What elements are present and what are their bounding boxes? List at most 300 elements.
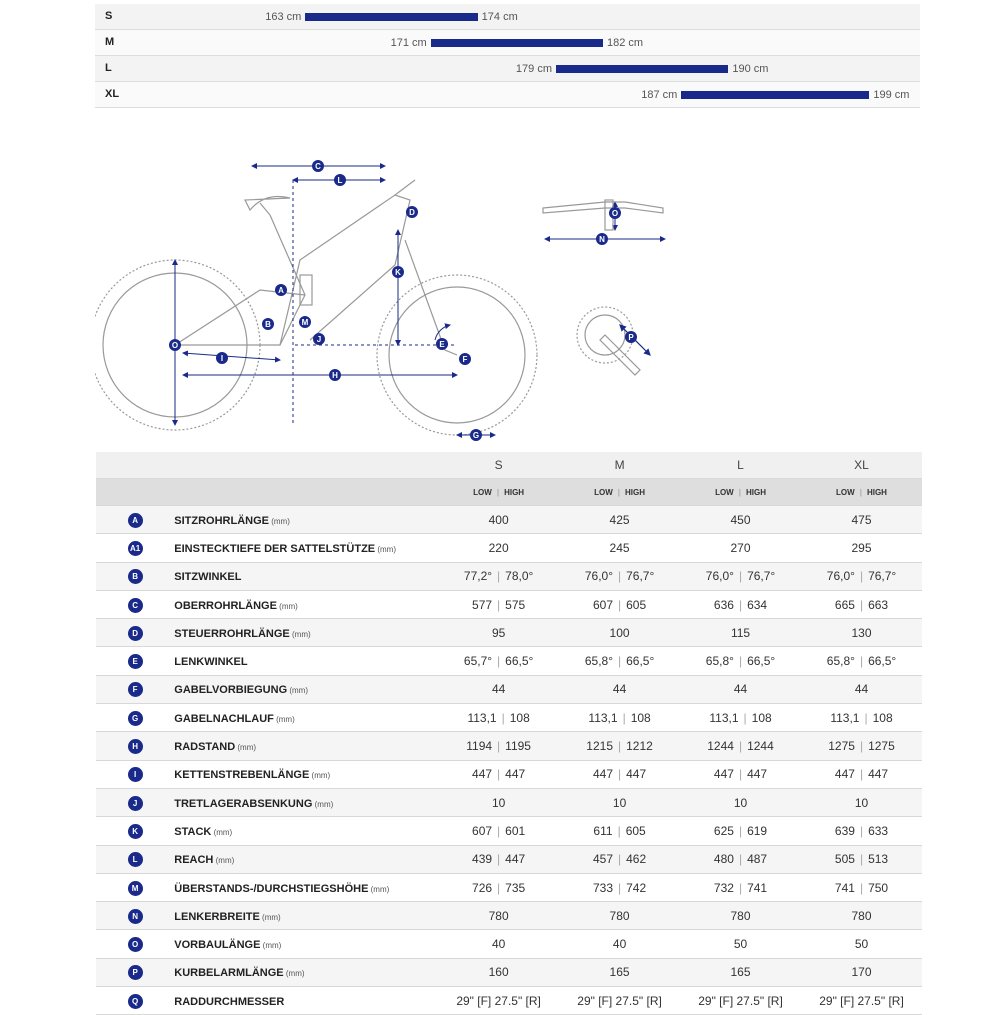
measurement-name: GABELVORBIEGUNG xyxy=(174,684,288,697)
low-value: 726 xyxy=(472,880,493,895)
size-header-m: M xyxy=(559,452,680,479)
high-value: 601 xyxy=(505,823,526,838)
separator: | xyxy=(618,767,622,782)
measurement-value: 100 xyxy=(559,619,680,647)
high-value: 633 xyxy=(868,823,889,838)
table-row xyxy=(96,788,922,816)
low-value: 665 xyxy=(834,597,855,612)
diagram-label-p: P xyxy=(628,333,634,342)
measurement-badge: E xyxy=(128,654,143,669)
measurement-unit: (mm) xyxy=(375,544,397,554)
separator: | xyxy=(618,880,622,895)
separator: | xyxy=(738,487,741,497)
separator: | xyxy=(497,569,501,584)
high-value: 66,5° xyxy=(505,654,534,669)
separator: | xyxy=(497,654,501,669)
measurement-value: 40 xyxy=(559,930,680,958)
measurement-value: 10 xyxy=(801,788,922,816)
separator: | xyxy=(859,654,864,669)
low-value: 639 xyxy=(834,823,855,838)
diagram-label-e: E xyxy=(439,340,445,349)
measurement-value xyxy=(680,817,801,845)
measurement-unit: (mm) xyxy=(259,912,281,922)
measurement-unit: (mm) xyxy=(260,941,282,951)
height-range-bar xyxy=(305,13,477,21)
measurement-value xyxy=(559,873,680,901)
low-value: 447 xyxy=(834,767,855,782)
measurement-value xyxy=(438,760,559,788)
measurement-name: STEUERROHRLÄNGE xyxy=(174,627,290,640)
low-label: LOW xyxy=(715,487,734,497)
measurement-value: 220 xyxy=(438,534,559,562)
separator: | xyxy=(618,739,622,754)
low-value: 577 xyxy=(472,597,493,612)
diagram-label-i: I xyxy=(220,354,224,363)
measurement-name: ÜBERSTANDS-/DURCHSTIEGSHÖHE xyxy=(174,882,369,895)
measurement-value: 245 xyxy=(559,534,680,562)
table-row xyxy=(96,647,922,675)
low-value: 1244 xyxy=(707,739,734,754)
measurement-value xyxy=(438,647,559,675)
measurement-value xyxy=(680,732,801,760)
low-label: LOW xyxy=(836,487,855,497)
diagram-label-h: H xyxy=(332,371,338,380)
low-high-label xyxy=(801,479,922,506)
measurement-value xyxy=(801,732,922,760)
measurement-name: KURBELARMLÄNGE xyxy=(174,967,284,980)
separator: | xyxy=(859,852,864,867)
measurement-value: 295 xyxy=(801,534,922,562)
measurement-value: 44 xyxy=(438,675,559,703)
measurement-value xyxy=(801,817,922,845)
measurement-value: 95 xyxy=(438,619,559,647)
measurement-value xyxy=(680,704,801,732)
min-height-label: 171 cm xyxy=(390,37,427,49)
measurement-badge: O xyxy=(128,937,143,952)
measurement-badge: P xyxy=(128,965,143,980)
high-value: 487 xyxy=(747,852,768,867)
diagram-label-o2: O xyxy=(611,209,619,218)
measurement-value xyxy=(680,562,801,590)
separator: | xyxy=(618,597,622,612)
separator: | xyxy=(859,569,864,584)
measurement-value: 425 xyxy=(559,506,680,534)
table-row xyxy=(96,873,922,901)
measurement-name: LENKERBREITE xyxy=(174,910,260,923)
separator: | xyxy=(859,487,862,497)
high-label: HIGH xyxy=(745,487,766,497)
measurement-unit: (mm) xyxy=(235,743,257,753)
size-header-row xyxy=(96,452,922,479)
low-value: 439 xyxy=(472,852,493,867)
diagram-label-j: J xyxy=(316,335,322,344)
measurement-name: SITZROHRLÄNGE xyxy=(174,514,269,527)
separator: | xyxy=(738,569,743,584)
low-high-header-row xyxy=(96,479,922,506)
diagram-label-l: L xyxy=(337,176,343,185)
measurement-value xyxy=(801,704,922,732)
measurement-value: 29" [F] 27.5" [R] xyxy=(559,987,680,1015)
high-label: HIGH xyxy=(866,487,887,497)
low-value: 113,1 xyxy=(709,710,739,725)
measurement-unit: (mm) xyxy=(289,629,311,639)
low-value: 607 xyxy=(592,597,613,612)
measurement-badge: D xyxy=(128,626,143,641)
measurement-name: VORBAULÄNGE xyxy=(174,939,261,952)
measurement-value xyxy=(559,732,680,760)
measurement-unit: (mm) xyxy=(213,856,235,866)
measurement-unit: (mm) xyxy=(283,969,305,979)
measurement-value xyxy=(559,590,680,618)
measurement-unit: (mm) xyxy=(273,714,295,724)
measurement-badge: J xyxy=(128,796,143,811)
low-value: 76,0° xyxy=(584,569,613,584)
measurement-name: RADDURCHMESSER xyxy=(174,995,285,1008)
measurement-value: 10 xyxy=(680,788,801,816)
separator: | xyxy=(617,487,621,497)
separator: | xyxy=(738,852,743,867)
low-value: 1194 xyxy=(466,739,493,754)
low-high-label xyxy=(438,479,559,506)
measurement-value: 780 xyxy=(680,902,801,930)
size-chart-row xyxy=(95,30,920,56)
measurement-value: 780 xyxy=(559,902,680,930)
diagram-label-m: M xyxy=(301,318,309,327)
low-value: 457 xyxy=(592,852,613,867)
measurement-unit: (mm) xyxy=(276,601,298,611)
low-high-label xyxy=(559,479,680,506)
measurement-name: OBERROHRLÄNGE xyxy=(174,599,277,612)
low-value: 65,7° xyxy=(463,654,493,669)
diagram-label-o: O xyxy=(171,341,179,350)
measurement-value xyxy=(801,590,922,618)
measurement-value xyxy=(438,845,559,873)
measurement-value xyxy=(680,760,801,788)
high-value: 447 xyxy=(626,767,647,782)
low-value: 76,0° xyxy=(826,569,855,584)
separator: | xyxy=(859,767,864,782)
bike-geometry-diagram xyxy=(95,150,685,450)
size-header-l: L xyxy=(680,452,801,479)
separator: | xyxy=(497,880,501,895)
separator: | xyxy=(738,597,743,612)
high-value: 742 xyxy=(626,880,647,895)
diagram-label-k: K xyxy=(395,268,401,277)
measurement-badge: M xyxy=(128,881,143,896)
low-value: 65,8° xyxy=(584,654,613,669)
table-row xyxy=(96,534,922,562)
measurement-value: 115 xyxy=(680,619,801,647)
measurement-value: 400 xyxy=(438,506,559,534)
measurement-name: KETTENSTREBENLÄNGE xyxy=(174,769,310,782)
high-value: 1244 xyxy=(747,739,774,754)
separator: | xyxy=(618,852,622,867)
low-high-label xyxy=(680,479,801,506)
bike-drawing xyxy=(95,180,537,435)
measurement-value xyxy=(559,562,680,590)
high-value: 447 xyxy=(747,767,768,782)
height-range-bar xyxy=(681,91,869,99)
measurement-badge: A xyxy=(128,513,143,528)
high-value: 735 xyxy=(505,880,526,895)
table-row xyxy=(96,590,922,618)
separator: | xyxy=(743,710,747,725)
high-value: 575 xyxy=(505,597,526,612)
low-value: 480 xyxy=(713,852,734,867)
low-value: 636 xyxy=(713,597,734,612)
diagram-label-a: A xyxy=(278,286,284,295)
rider-size-chart xyxy=(95,4,920,108)
measurement-value: 50 xyxy=(801,930,922,958)
measurement-badge: Q xyxy=(128,994,143,1009)
separator: | xyxy=(496,487,500,497)
handlebar-drawing xyxy=(543,200,663,230)
table-row xyxy=(96,732,922,760)
measurement-name: SITZWINKEL xyxy=(174,571,242,584)
high-value: 108 xyxy=(751,710,772,725)
low-value: 607 xyxy=(472,823,493,838)
crankset-drawing xyxy=(577,307,650,375)
low-value: 76,0° xyxy=(705,569,734,584)
measurement-value: 10 xyxy=(438,788,559,816)
measurement-value: 40 xyxy=(438,930,559,958)
measurement-badge: L xyxy=(128,852,143,867)
size-chart-row xyxy=(95,4,920,30)
table-row xyxy=(96,958,922,986)
high-value: 619 xyxy=(747,823,768,838)
table-row xyxy=(96,845,922,873)
high-value: 447 xyxy=(505,852,526,867)
separator: | xyxy=(497,823,501,838)
high-value: 108 xyxy=(630,710,651,725)
measurement-value xyxy=(438,732,559,760)
low-value: 505 xyxy=(834,852,855,867)
measurement-unit: (mm) xyxy=(211,827,233,837)
high-value: 447 xyxy=(868,767,889,782)
max-height-label: 199 cm xyxy=(873,89,910,101)
low-value: 65,8° xyxy=(826,654,855,669)
min-height-label: 163 cm xyxy=(265,11,302,23)
separator: | xyxy=(622,710,626,725)
measurement-name: GABELNACHLAUF xyxy=(174,712,274,725)
separator: | xyxy=(497,767,501,782)
measurement-badge: K xyxy=(128,824,143,839)
table-row xyxy=(96,704,922,732)
measurement-value xyxy=(801,760,922,788)
table-row xyxy=(96,760,922,788)
measurement-badge: C xyxy=(128,598,143,613)
low-value: 447 xyxy=(472,767,493,782)
max-height-label: 182 cm xyxy=(607,37,644,49)
low-value: 113,1 xyxy=(467,710,497,725)
table-row xyxy=(96,506,922,534)
high-label: HIGH xyxy=(625,487,646,497)
low-value: 611 xyxy=(593,823,613,838)
measurement-value: 270 xyxy=(680,534,801,562)
measurement-name: TRETLAGERABSENKUNG xyxy=(174,797,313,810)
measurement-value: 160 xyxy=(438,958,559,986)
measurement-value: 44 xyxy=(680,675,801,703)
min-height-label: 187 cm xyxy=(641,89,678,101)
separator: | xyxy=(618,569,622,584)
low-value: 77,2° xyxy=(463,569,493,584)
high-value: 462 xyxy=(626,852,647,867)
diagram-badges xyxy=(169,160,637,441)
measurement-value: 29" [F] 27.5" [R] xyxy=(438,987,559,1015)
table-row xyxy=(96,817,922,845)
high-value: 66,5° xyxy=(868,654,897,669)
high-value: 634 xyxy=(747,597,768,612)
measurement-name: STACK xyxy=(174,825,212,838)
measurement-unit: (mm) xyxy=(269,516,290,526)
measurement-value: 44 xyxy=(801,675,922,703)
max-height-label: 190 cm xyxy=(732,63,769,75)
separator: | xyxy=(859,739,864,754)
measurement-value: 780 xyxy=(438,902,559,930)
high-value: 66,5° xyxy=(747,654,776,669)
measurement-value: 130 xyxy=(801,619,922,647)
measurement-value: 29" [F] 27.5" [R] xyxy=(801,987,922,1015)
measurement-value xyxy=(801,845,922,873)
measurement-badge: A1 xyxy=(128,541,143,556)
measurement-value: 780 xyxy=(801,902,922,930)
high-value: 108 xyxy=(509,710,530,725)
measurement-value: 165 xyxy=(559,958,680,986)
measurement-value xyxy=(801,562,922,590)
low-label: LOW xyxy=(594,487,613,497)
measurement-value xyxy=(680,873,801,901)
measurement-value: 475 xyxy=(801,506,922,534)
geometry-table-body xyxy=(96,506,922,1015)
measurement-value: 10 xyxy=(559,788,680,816)
height-range-bar xyxy=(556,65,728,73)
measurement-value xyxy=(801,873,922,901)
high-value: 605 xyxy=(626,597,647,612)
separator: | xyxy=(497,597,501,612)
max-height-label: 174 cm xyxy=(481,11,518,23)
diagram-label-b: B xyxy=(265,320,271,329)
separator: | xyxy=(738,880,743,895)
measurement-value: 165 xyxy=(680,958,801,986)
low-value: 1215 xyxy=(586,739,613,754)
size-header-xl: XL xyxy=(801,452,922,479)
high-value: 76,7° xyxy=(747,569,776,584)
high-value: 78,0° xyxy=(505,569,534,584)
size-header-s: S xyxy=(438,452,559,479)
diagram-label-f: F xyxy=(462,355,468,364)
table-row xyxy=(96,562,922,590)
low-value: 65,8° xyxy=(705,654,734,669)
separator: | xyxy=(618,654,622,669)
diagram-label-d: D xyxy=(409,208,415,217)
measurement-badge: I xyxy=(128,767,143,782)
measurement-unit: (mm) xyxy=(287,686,309,696)
measurement-value xyxy=(559,704,680,732)
high-value: 66,5° xyxy=(626,654,655,669)
measurement-value xyxy=(680,845,801,873)
separator: | xyxy=(617,823,621,838)
measurement-value xyxy=(801,647,922,675)
measurement-badge: F xyxy=(128,682,143,697)
measurement-unit: (mm) xyxy=(309,771,331,781)
low-value: 113,1 xyxy=(830,710,860,725)
measurement-value xyxy=(559,647,680,675)
measurement-name: LENKWINKEL xyxy=(174,656,248,669)
separator: | xyxy=(738,823,743,838)
measurement-name: EINSTECKTIEFE DER SATTELSTÜTZE xyxy=(174,542,376,555)
measurement-unit: (mm) xyxy=(368,884,390,894)
separator: | xyxy=(859,597,864,612)
high-value: 663 xyxy=(868,597,889,612)
low-value: 625 xyxy=(713,823,734,838)
separator: | xyxy=(738,654,743,669)
measurement-value xyxy=(438,590,559,618)
separator: | xyxy=(497,852,501,867)
high-value: 513 xyxy=(868,852,889,867)
low-value: 1275 xyxy=(828,739,855,754)
height-range-bar xyxy=(431,39,603,47)
high-value: 750 xyxy=(868,880,889,895)
size-chart-row xyxy=(95,82,920,108)
measurement-value xyxy=(680,590,801,618)
table-row xyxy=(96,902,922,930)
separator: | xyxy=(501,710,505,725)
high-value: 447 xyxy=(505,767,526,782)
table-row xyxy=(96,987,922,1015)
high-value: 1212 xyxy=(626,739,653,754)
measurement-value xyxy=(438,562,559,590)
high-value: 1195 xyxy=(505,739,531,754)
size-chart-row xyxy=(95,56,920,82)
measurement-value xyxy=(559,845,680,873)
measurement-value xyxy=(438,817,559,845)
size-label: M xyxy=(105,36,115,48)
measurement-name: RADSTAND xyxy=(174,741,236,754)
measurement-name: REACH xyxy=(174,854,214,867)
low-label: LOW xyxy=(473,487,492,497)
diagram-label-c: C xyxy=(315,162,321,171)
high-value: 76,7° xyxy=(868,569,897,584)
diagram-label-n: N xyxy=(599,235,605,244)
separator: | xyxy=(738,739,743,754)
high-value: 1275 xyxy=(868,739,895,754)
measurement-value: 170 xyxy=(801,958,922,986)
high-value: 605 xyxy=(625,823,646,838)
measurement-value xyxy=(680,647,801,675)
measurement-unit: (mm) xyxy=(312,799,334,809)
measurement-badge: N xyxy=(128,909,143,924)
measurement-value: 450 xyxy=(680,506,801,534)
measurement-value xyxy=(559,817,680,845)
low-value: 741 xyxy=(834,880,855,895)
low-value: 732 xyxy=(713,880,734,895)
size-label: L xyxy=(105,62,112,74)
separator: | xyxy=(859,823,864,838)
measurement-badge: B xyxy=(128,569,143,584)
table-row xyxy=(96,619,922,647)
measurement-value: 50 xyxy=(680,930,801,958)
low-value: 733 xyxy=(592,880,613,895)
measurement-value xyxy=(438,704,559,732)
measurement-badge: G xyxy=(128,711,143,726)
separator: | xyxy=(864,710,868,725)
measurement-value xyxy=(438,873,559,901)
low-value: 447 xyxy=(592,767,613,782)
high-label: HIGH xyxy=(504,487,525,497)
separator: | xyxy=(738,767,743,782)
high-value: 741 xyxy=(747,880,768,895)
size-label: S xyxy=(105,10,113,22)
